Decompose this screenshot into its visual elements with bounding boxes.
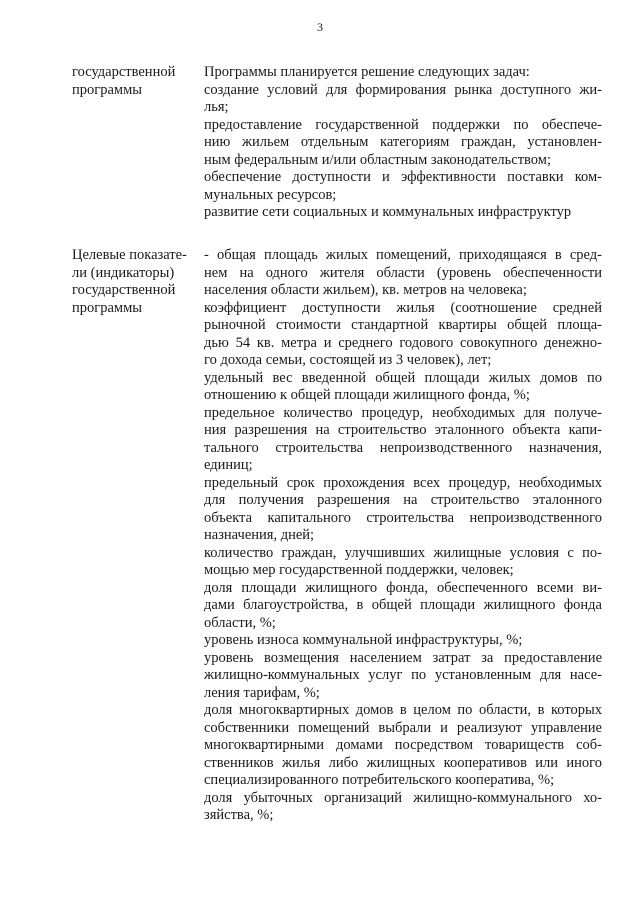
task-intro [204, 64, 602, 82]
text-line: ственников жилья либо жилищных кооперативов или иного [204, 754, 602, 771]
text-line: предоставление государственной поддержки по обеспече- [204, 116, 602, 133]
text-line: области, %; [204, 614, 276, 631]
page-number: 3 [317, 20, 323, 34]
text-line: отношению к общей площади жилищного фонда, %; [204, 387, 530, 403]
text-line: зяйства, %; [204, 807, 274, 823]
text-line: дью 54 кв. метра и среднего годового совокупного денежно- [204, 334, 602, 351]
text-line: доля многоквартирных домов в целом по области, в которых [204, 702, 602, 718]
text-line: объекта капитального строительства непроизводственного [204, 509, 602, 526]
indicator-item [204, 790, 602, 825]
text-line: уровень износа коммунальной инфраструктуры, %; [204, 632, 523, 648]
text-line: предельное количество процедур, необходимых для получе- [204, 404, 602, 421]
text-line: единиц; [204, 457, 253, 473]
text-line: доля убыточных организаций жилищно-коммунального хо- [204, 789, 602, 806]
text-line: развитие сети социальных и коммунальных инфраструктур [204, 204, 572, 220]
passport-row-tasks [72, 64, 608, 222]
text-line: лья; [204, 99, 229, 115]
text-line: создание условий для формирования рынка доступного жи- [204, 81, 602, 98]
row-content [204, 247, 602, 825]
task-item [204, 117, 602, 170]
text-line: уровень возмещения населением затрат за предоставление [204, 649, 602, 666]
indicator-item [204, 545, 602, 580]
indicator-item [204, 580, 602, 633]
text-line: обеспечение доступности и эффективности поставки ком- [204, 169, 602, 185]
indicator-item [204, 247, 602, 300]
text-line: рыночной стоимости стандартной квартиры общей площа- [204, 317, 602, 333]
text-line: специализированного потребительского кооператива, %; [204, 772, 555, 788]
indicator-item [204, 632, 602, 650]
row-label-line: государственной [72, 64, 176, 80]
text-line: населения области жильем), кв. метров на человека; [204, 282, 527, 298]
row-label-line: программы [72, 81, 142, 98]
text-line: жилищно-коммунальных услуг по установленным для насе- [204, 667, 602, 683]
row-label [72, 64, 200, 222]
text-line: ным федеральным и/или областным законодательством; [204, 151, 551, 168]
text-line: мощью мер государственной поддержки, человек; [204, 562, 514, 578]
text-line: нию жильем отдельным категориям граждан, установлен- [204, 134, 602, 150]
text-line: ления тарифам, %; [204, 684, 320, 701]
task-item [204, 204, 602, 222]
text-line: многоквартирными домами посредством товариществ соб- [204, 737, 602, 753]
text-line: количество граждан, улучшивших жилищные условия с по- [204, 544, 602, 561]
text-line: доля площади жилищного фонда, обеспеченного всеми ви- [204, 579, 602, 596]
passport-row-indicators [72, 247, 608, 825]
text-line: коэффициент доступности жилья (соотношение средней [204, 299, 602, 316]
row-label [72, 247, 200, 825]
task-item [204, 169, 602, 204]
text-line: мунальных ресурсов; [204, 186, 337, 203]
text-line: для получения разрешения на строительство эталонного [204, 492, 602, 508]
row-content [204, 64, 602, 222]
indicator-item [204, 650, 602, 703]
text-line: собственники помещений выбрали и реализуют управление [204, 719, 602, 736]
text-line: ния разрешения на строительство эталонного объекта капи- [204, 422, 602, 438]
indicator-item [204, 702, 602, 790]
text-line: удельный вес введенной общей площади жилых домов по [204, 369, 602, 386]
row-label-line: государственной [72, 282, 176, 298]
row-label-line: программы [72, 299, 142, 316]
row-label-line: Целевые показате- [72, 247, 187, 263]
indicator-item [204, 300, 602, 370]
text-line: нем на одного жителя области (уровень обеспеченности [204, 264, 602, 281]
indicator-item [204, 475, 602, 545]
text-line: Программы планируется решение следующих задач: [204, 64, 530, 80]
text-line: дами благоустройства, в общей площади жилищного фонда [204, 597, 602, 613]
indicator-item [204, 370, 602, 405]
text-line: предельный срок прохождения всех процедур, необходимых [204, 474, 602, 491]
task-item [204, 82, 602, 117]
indicator-item [204, 405, 602, 475]
text-line: тального строительства непроизводственного назначения, [204, 439, 602, 456]
text-line: го дохода семьи, состоящей из 3 человек), лет; [204, 352, 492, 368]
text-line: - общая площадь жилых помещений, приходящаяся в сред- [204, 247, 602, 263]
row-label-line: ли (индикаторы) [72, 264, 175, 281]
text-line: назначения, дней; [204, 527, 315, 543]
